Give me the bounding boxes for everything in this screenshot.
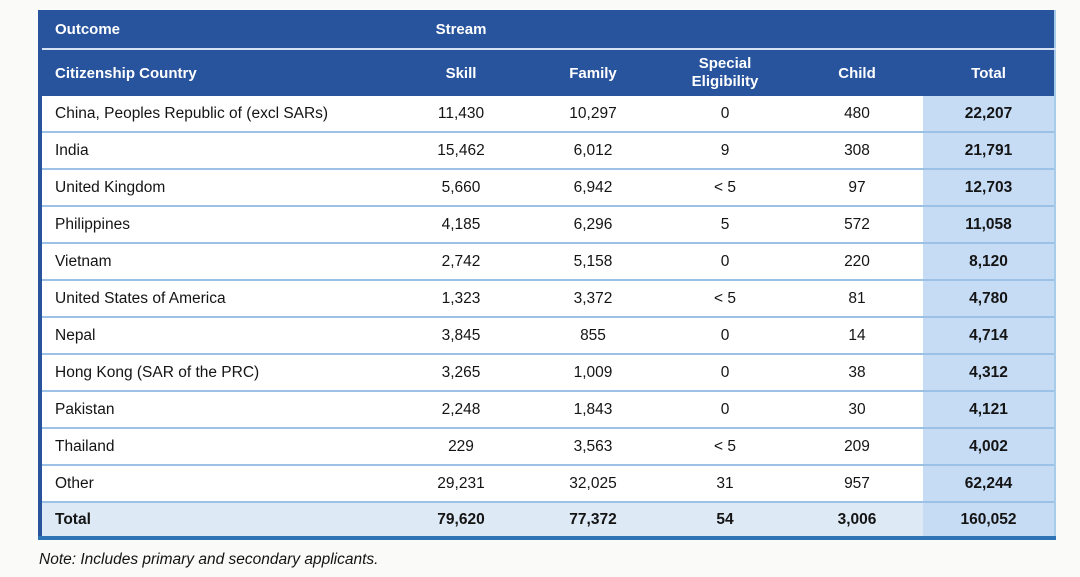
cell-special-eligibility: 31 (659, 465, 791, 502)
cell-total: 4,312 (923, 354, 1055, 391)
cell-special-eligibility: 0 (659, 354, 791, 391)
cell-special-eligibility: 9 (659, 132, 791, 169)
cell-skill: 3,845 (395, 317, 527, 354)
cell-total: 62,244 (923, 465, 1055, 502)
column-header-special-eligibility-label: Special Eligibility (691, 55, 759, 90)
note-text: Note: Includes primary and secondary applicants. (39, 551, 379, 568)
cell-family: 1,843 (527, 391, 659, 428)
table-header (40, 10, 1055, 96)
table-row (40, 132, 1055, 169)
cell-total: 12,703 (923, 169, 1055, 206)
cell-child: 209 (791, 428, 923, 465)
cell-total: 8,120 (923, 243, 1055, 280)
cell-total: 4,714 (923, 317, 1055, 354)
header-outcome: Outcome (40, 10, 395, 49)
cell-special-eligibility: 5 (659, 206, 791, 243)
cell-country: China, Peoples Republic of (excl SARs) (40, 96, 395, 132)
cell-special-eligibility: 0 (659, 243, 791, 280)
cell-country: Philippines (40, 206, 395, 243)
cell-child: 480 (791, 96, 923, 132)
cell-country: India (40, 132, 395, 169)
cell-family: 32,025 (527, 465, 659, 502)
cell-child: 38 (791, 354, 923, 391)
header-spacer (791, 10, 923, 49)
cell-special-eligibility: 0 (659, 96, 791, 132)
header-spacer (923, 10, 1055, 49)
cell-country: Nepal (40, 317, 395, 354)
total-row (40, 502, 1055, 538)
cell-child: 308 (791, 132, 923, 169)
cell-child: 220 (791, 243, 923, 280)
cell-family: 855 (527, 317, 659, 354)
table-row (40, 354, 1055, 391)
total-row-skill: 79,620 (395, 502, 527, 538)
cell-total: 4,121 (923, 391, 1055, 428)
table-row (40, 465, 1055, 502)
cell-skill: 15,462 (395, 132, 527, 169)
cell-child: 14 (791, 317, 923, 354)
cell-country: United States of America (40, 280, 395, 317)
cell-skill: 4,185 (395, 206, 527, 243)
total-row-family: 77,372 (527, 502, 659, 538)
column-header-family: Family (527, 49, 659, 96)
total-row-label: Total (40, 502, 395, 538)
cell-skill: 2,248 (395, 391, 527, 428)
cell-special-eligibility: < 5 (659, 280, 791, 317)
cell-skill: 229 (395, 428, 527, 465)
cell-family: 6,012 (527, 132, 659, 169)
table-row (40, 280, 1055, 317)
cell-skill: 3,265 (395, 354, 527, 391)
column-header-total: Total (923, 49, 1055, 96)
cell-child: 572 (791, 206, 923, 243)
column-header-skill: Skill (395, 49, 527, 96)
cell-skill: 1,323 (395, 280, 527, 317)
cell-special-eligibility: 0 (659, 391, 791, 428)
cell-total: 11,058 (923, 206, 1055, 243)
column-header-row (40, 49, 1055, 96)
cell-total: 22,207 (923, 96, 1055, 132)
cell-skill: 11,430 (395, 96, 527, 132)
table-row (40, 169, 1055, 206)
cell-skill: 5,660 (395, 169, 527, 206)
cell-special-eligibility: < 5 (659, 428, 791, 465)
cell-total: 21,791 (923, 132, 1055, 169)
cell-family: 5,158 (527, 243, 659, 280)
cell-family: 1,009 (527, 354, 659, 391)
header-spacer (527, 10, 659, 49)
cell-skill: 29,231 (395, 465, 527, 502)
cell-family: 3,372 (527, 280, 659, 317)
cell-country: Other (40, 465, 395, 502)
total-row-child: 3,006 (791, 502, 923, 538)
cell-child: 30 (791, 391, 923, 428)
total-row-special-eligibility: 54 (659, 502, 791, 538)
table-row (40, 206, 1055, 243)
table-row (40, 428, 1055, 465)
cell-family: 10,297 (527, 96, 659, 132)
total-row-grand-total: 160,052 (923, 502, 1055, 538)
cell-country: United Kingdom (40, 169, 395, 206)
column-header-country: Citizenship Country (40, 49, 395, 96)
cell-country: Pakistan (40, 391, 395, 428)
cell-child: 97 (791, 169, 923, 206)
cell-country: Vietnam (40, 243, 395, 280)
cell-child: 957 (791, 465, 923, 502)
table-body (40, 96, 1055, 538)
cell-total: 4,780 (923, 280, 1055, 317)
table-row (40, 391, 1055, 428)
group-header-row (40, 10, 1055, 49)
cell-family: 6,942 (527, 169, 659, 206)
table-row (40, 96, 1055, 132)
header-stream: Stream (395, 10, 527, 49)
cell-total: 4,002 (923, 428, 1055, 465)
cell-family: 3,563 (527, 428, 659, 465)
column-header-child: Child (791, 49, 923, 96)
citizenship-outcome-table (38, 10, 1056, 540)
cell-country: Thailand (40, 428, 395, 465)
cell-skill: 2,742 (395, 243, 527, 280)
table-row (40, 243, 1055, 280)
cell-special-eligibility: 0 (659, 317, 791, 354)
cell-special-eligibility: < 5 (659, 169, 791, 206)
column-header-special-eligibility (659, 49, 791, 96)
cell-family: 6,296 (527, 206, 659, 243)
header-spacer (659, 10, 791, 49)
table-row (40, 317, 1055, 354)
cell-country: Hong Kong (SAR of the PRC) (40, 354, 395, 391)
cell-child: 81 (791, 280, 923, 317)
